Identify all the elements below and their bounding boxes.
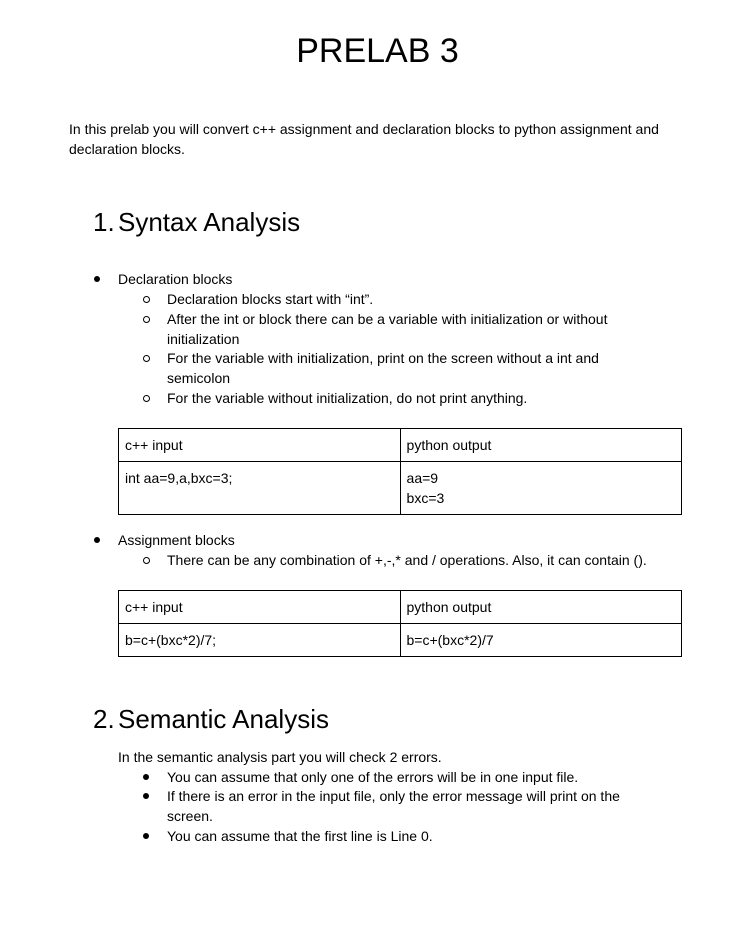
table-header-row (119, 429, 682, 462)
assignment-label: Assignment blocks (118, 532, 235, 548)
bullet-icon (143, 833, 149, 839)
semantic-intro: In the semantic analysis part you will check 2 errors. (118, 749, 442, 765)
section-title: Semantic Analysis (118, 704, 329, 734)
bullet-icon (94, 537, 100, 543)
bullet-icon (94, 276, 100, 282)
list-item: You can assume that the first line is Line 0. (167, 828, 433, 844)
section-heading-semantic (93, 703, 329, 735)
assignment-table (118, 590, 682, 657)
table-cell-output (400, 462, 681, 515)
section-number: 2. (93, 704, 115, 734)
table-row (119, 624, 682, 657)
intro-paragraph: In this prelab you will convert c++ assignment and declaration blocks to python assignment and declaration blocks. (69, 121, 659, 157)
list-item: Declaration blocks start with “int”. (167, 291, 374, 307)
list-item-continuation: screen. (167, 808, 213, 824)
declaration-table (118, 428, 682, 515)
list-item: For the variable without initialization, do not print anything. (167, 390, 528, 406)
bullet-icon (143, 793, 149, 799)
output-line: bxc=3 (406, 490, 445, 506)
bullet-icon (143, 774, 149, 780)
list-item: For the variable with initialization, print on the screen without a int and (167, 350, 599, 366)
list-item: After the int or block there can be a variable with initialization or without (167, 311, 608, 327)
table-row (119, 462, 682, 515)
circle-bullet-icon (143, 395, 150, 402)
section-number: 1. (93, 207, 115, 237)
declaration-label: Declaration blocks (118, 271, 233, 287)
table-header-cell: python output (400, 429, 681, 462)
circle-bullet-icon (143, 355, 150, 362)
list-item-continuation: initialization (167, 331, 240, 347)
section-title: Syntax Analysis (118, 207, 301, 237)
section-heading-syntax (93, 206, 300, 238)
list-item: There can be any combination of +,-,* and / operations. Also, it can contain (). (167, 552, 647, 568)
table-header-cell: c++ input (119, 429, 401, 462)
circle-bullet-icon (143, 316, 150, 323)
list-item: You can assume that only one of the errors will be in one input file. (167, 769, 579, 785)
table-header-row (119, 591, 682, 624)
table-cell-input: b=c+(bxc*2)/7; (119, 624, 401, 657)
list-item-continuation: semicolon (167, 370, 231, 386)
table-cell-output: b=c+(bxc*2)/7 (400, 624, 682, 657)
table-header-cell: python output (400, 591, 682, 624)
page-title: PRELAB 3 (296, 32, 459, 70)
circle-bullet-icon (143, 296, 150, 303)
table-header-cell: c++ input (119, 591, 401, 624)
output-line: aa=9 (406, 470, 439, 486)
circle-bullet-icon (143, 557, 150, 564)
table-cell-input: int aa=9,a,bxc=3; (119, 462, 401, 515)
list-item: If there is an error in the input file, only the error message will print on the (167, 788, 620, 804)
